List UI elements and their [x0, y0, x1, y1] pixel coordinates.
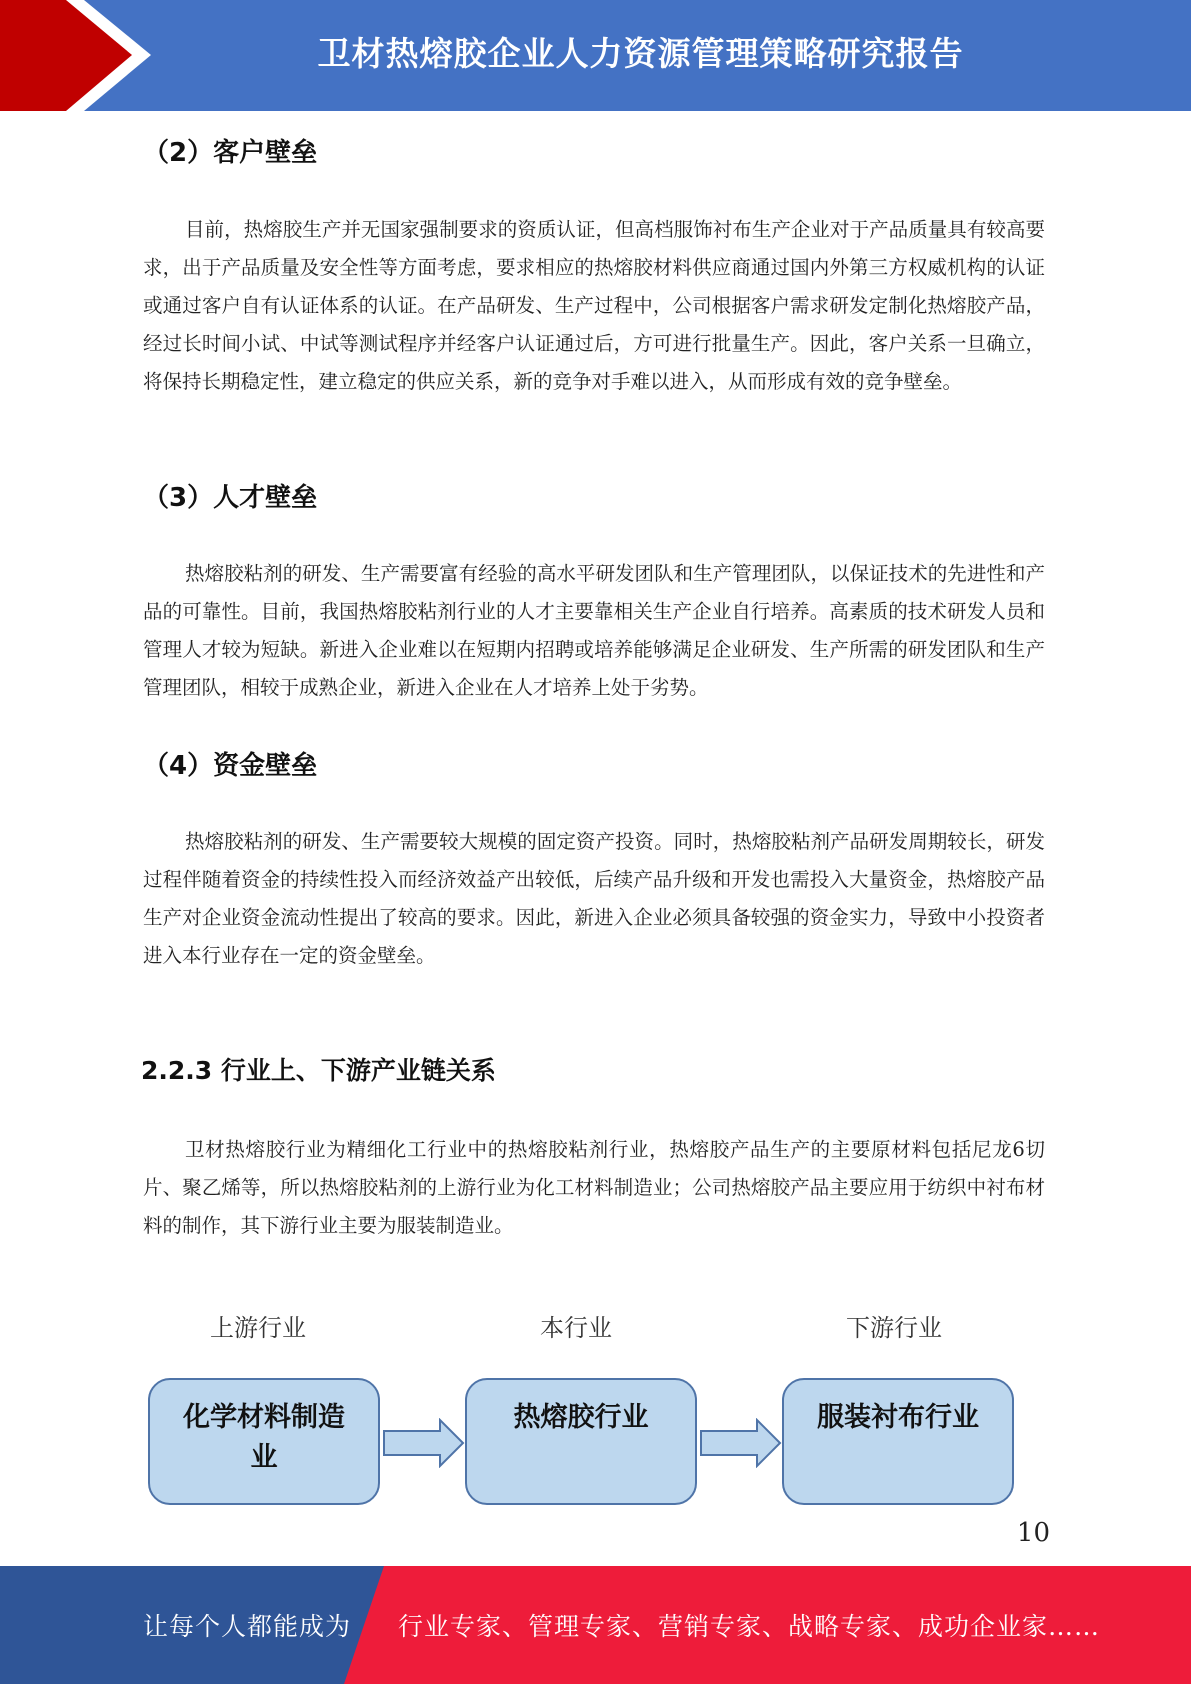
current-industry-box: 热熔胶行业 — [465, 1378, 697, 1505]
section-text-customer-barrier: 目前，热熔胶生产并无国家强制要求的资质认证，但高档服饰衬布生产企业对于产品质量具有较高要求，出于产品质量及安全性等方面考虑，要求相应的热熔胶材料供应商通过国内外第三方权威机构的认证或通过客户自有认证体系的认证。在产品研发、生产过程中，公司根据客户需求研发定制化热熔胶产品，经过长时间小试、中试等测试程序并经客户认证通过后，方可进行批量生产。因此，客户关系一旦确立，将保持长期稳定性，建立稳定的供应关系，新的竞争对手难以进入，从而形成有效的竞争壁垒。 — [143, 218, 1045, 393]
page-number: 10 — [1016, 1518, 1050, 1548]
downstream-label: 下游行业 — [846, 1314, 942, 1342]
page-footer — [0, 1566, 1191, 1684]
document-title: 卫材热熔胶企业人力资源管理策略研究报告 — [317, 34, 964, 73]
footer-slogan-right: 行业专家、管理专家、营销专家、战略专家、成功企业家…… — [398, 1612, 1101, 1641]
downstream-box: 服装衬布行业 — [782, 1378, 1014, 1505]
section-text-capital-barrier: 热熔胶粘剂的研发、生产需要较大规模的固定资产投资。同时，热熔胶粘剂产品研发周期较长，研发过程伴随着资金的持续性投入而经济效益产出较低，后续产品升级和开发也需投入大量资金，热熔胶产品生产对企业资金流动性提出了较高的要求。因此，新进入企业必须具备较强的资金实力，导致中小投资者进入本行业存在一定的资金壁垒。 — [143, 830, 1045, 967]
section-heading-customer-barrier: （2）客户壁垒 — [143, 138, 318, 168]
industry-chain-diagram — [140, 1300, 1040, 1515]
footer-slogan-left: 让每个人都能成为 — [143, 1612, 352, 1641]
section-heading-talent-barrier: （3）人才壁垒 — [143, 483, 318, 513]
current-industry-label: 本行业 — [540, 1314, 612, 1342]
arrow-right-icon — [383, 1418, 465, 1468]
upstream-label: 上游行业 — [210, 1314, 306, 1342]
subsection-text-industry-chain: 卫材热熔胶行业为精细化工行业中的热熔胶粘剂行业，热熔胶产品生产的主要原材料包括尼龙6切片、聚乙烯等，所以热熔胶粘剂的上游行业为化工材料制造业；公司热熔胶产品主要应用于纺织中衬布材料的制作，其下游行业主要为服装制造业。 — [143, 1138, 1045, 1237]
arrow-right-icon — [700, 1418, 782, 1468]
upstream-box: 化学材料制造业 — [148, 1378, 380, 1505]
section-text-talent-barrier: 热熔胶粘剂的研发、生产需要富有经验的高水平研发团队和生产管理团队，以保证技术的先进性和产品的可靠性。目前，我国热熔胶粘剂行业的人才主要靠相关生产企业自行培养。高素质的技术研发人员和管理人才较为短缺。新进入企业难以在短期内招聘或培养能够满足企业研发、生产所需的研发团队和生产管理团队，相较于成熟企业，新进入企业在人才培养上处于劣势。 — [143, 562, 1045, 699]
subsection-heading-industry-chain: 2.2.3 行业上、下游产业链关系 — [141, 1056, 496, 1085]
section-heading-capital-barrier: （4）资金壁垒 — [143, 751, 318, 781]
page-header — [0, 0, 1191, 111]
